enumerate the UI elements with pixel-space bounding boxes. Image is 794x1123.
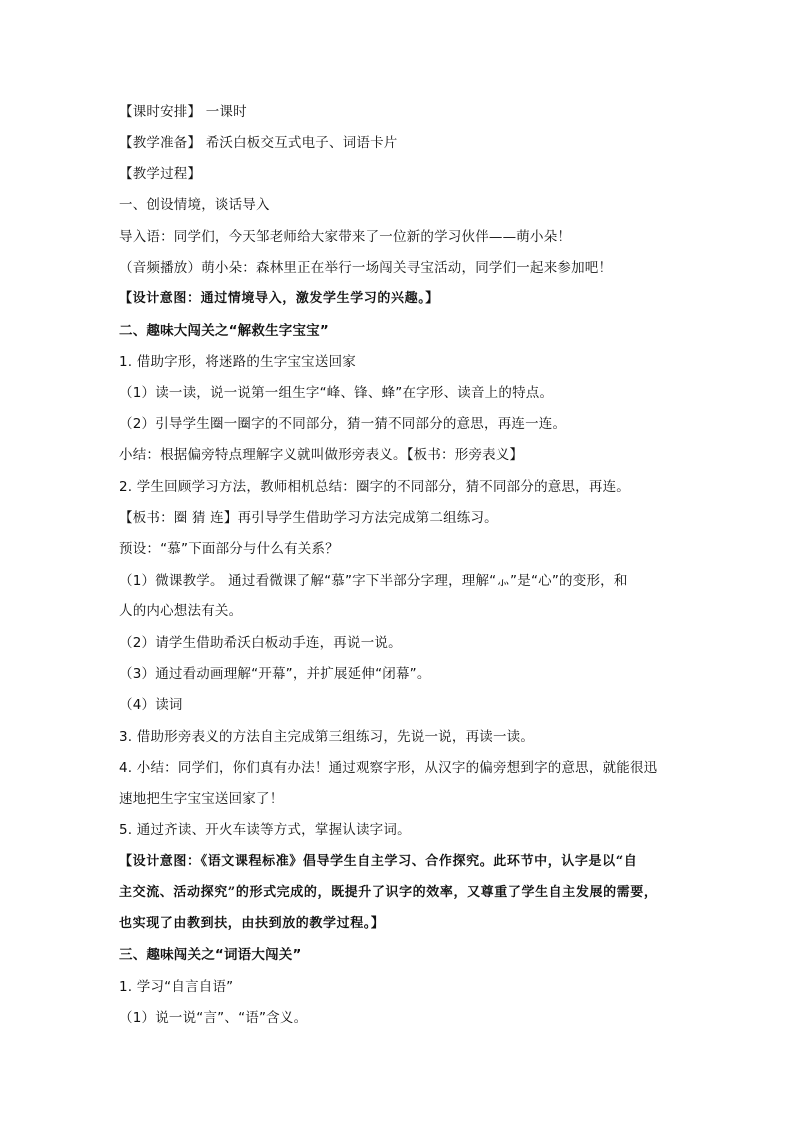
- paragraph: 5. 通过齐读、开火车读等方式，掌握认读字词。: [119, 822, 411, 838]
- paragraph: 小结：根据偏旁特点理解字义就叫做形旁表义。【板书：形旁表义】: [119, 447, 524, 463]
- section-2-heading: 二、趣味大闯关之“解救生字宝宝”: [119, 323, 329, 339]
- paragraph: 1. 借助字形，将迷路的生字宝宝送回家: [119, 354, 356, 370]
- paragraph: 速地把生字宝宝送回家了！: [119, 791, 284, 807]
- teaching-prep: 【教学准备】 希沃白板交互式电子、词语卡片: [119, 135, 398, 151]
- paragraph: 3. 借助形旁表义的方法自主完成第三组练习，先说一说，再读一读。: [119, 729, 535, 745]
- lesson-time: 【课时安排】 一课时: [119, 104, 247, 120]
- paragraph: （4）读词: [119, 697, 183, 713]
- paragraph: 【板书：圈 猜 连】再引导学生借助学习方法完成第二组练习。: [119, 510, 498, 526]
- paragraph: 人的内心想法有关。: [119, 603, 243, 619]
- design-intent: 主交流、活动探究”的形式完成的，既提升了识字的效率，又尊重了学生自主发展的需要，: [119, 885, 658, 900]
- paragraph: 1. 学习“自言自语”: [119, 979, 234, 995]
- paragraph: （2）引导学生圈一圈字的不同部分，猜一猜不同部分的意思，再连一连。: [119, 416, 567, 432]
- paragraph: 导入语：同学们，今天邹老师给大家带来了一位新的学习伙伴——萌小朵！: [119, 229, 572, 245]
- paragraph: 预设：“慕”下面部分与什么有关系？: [119, 541, 339, 557]
- design-intent: 【设计意图：《语文课程标准》倡导学生自主学习、合作探究。此环节中，认字是以“自: [119, 854, 638, 869]
- paragraph: （1）读一读，说一说第一组生字“峰、锋、蜂”在字形、读音上的特点。: [119, 385, 554, 401]
- paragraph: （音频播放）萌小朵：森林里正在举行一场闯关寻宝活动，同学们一起来参加吧！: [119, 260, 613, 276]
- section-3-heading: 三、趣味闯关之“词语大闯关”: [119, 947, 302, 963]
- paragraph: 4. 小结：同学们，你们真有办法！通过观察字形，从汉字的偏旁想到字的意思，就能很迅: [119, 760, 658, 776]
- design-intent: 【设计意图：通过情境导入，激发学生学习的兴趣。】: [119, 291, 439, 306]
- paragraph: （1）微课教学。 通过看微课了解“慕”字下半部分字理，理解“⺗”是“心”的变形，和: [119, 573, 628, 589]
- paragraph: （2）请学生借助希沃白板动手连，再说一说。: [119, 635, 402, 651]
- teaching-process-heading: 【教学过程】: [119, 166, 202, 182]
- section-1-heading: 一、创设情境，谈话导入: [119, 197, 270, 213]
- design-intent: 也实现了由教到扶，由扶到放的教学过程。】: [119, 916, 385, 931]
- paragraph: （3）通过看动画理解“开幕”，并扩展延伸“闭幕”。: [119, 666, 431, 682]
- paragraph: （1）说一说“言”、“语”含义。: [119, 1010, 308, 1026]
- paragraph: 2. 学生回顾学习方法，教师相机总结：圈字的不同部分，猜不同部分的意思，再连。: [119, 479, 630, 495]
